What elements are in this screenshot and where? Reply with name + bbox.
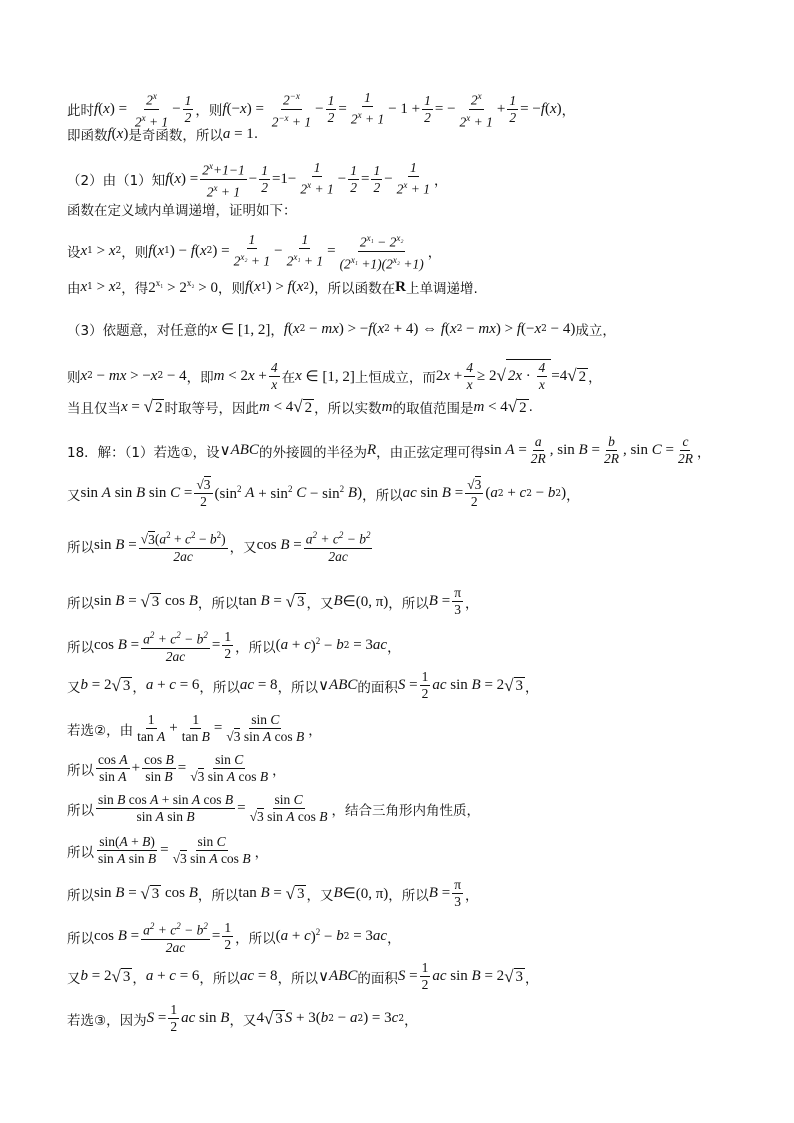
fraction: $\frac{2^x+1-1}{2^x + 1}$ xyxy=(200,158,246,200)
text: ，所以 xyxy=(199,679,240,696)
text: （2）由（1）知 xyxy=(67,173,166,189)
fraction: $\frac{1}{2}$ xyxy=(184,92,192,125)
text: 所以 xyxy=(67,844,94,861)
text: ，所以 xyxy=(277,679,319,696)
line-15: 又 b = 2 √ 3 ， a + c = 6 ，所以 ac = 8 ，所以 ∨ ABC 的面积 S = $\frac{1}{2}$ ac sin B = 2 √ 3 ， xyxy=(67,669,539,701)
fraction: $\frac{1}{2}$ xyxy=(421,960,429,992)
text: 若选③，因为 xyxy=(67,1012,147,1029)
text: 又 xyxy=(67,487,81,504)
fraction: $\frac{b}{2R}$ xyxy=(603,434,619,466)
text: ，所以 xyxy=(388,595,429,612)
text: 的外接圆的半径为 xyxy=(258,444,367,461)
text: ，所以 xyxy=(235,639,276,656)
fraction: $\frac{a^2 + c^2 - b^2}{2ac}$ xyxy=(304,527,373,565)
text: ，所以 xyxy=(277,970,319,987)
text: ，则 xyxy=(218,281,245,297)
text: ，即 xyxy=(186,370,214,386)
line-16: 若选②，由 $\frac{1}{\text{tan A}}$ + $\frac{1}{\text{tan B}}$ = $\frac{\text{sin C}}{\text{√3 sin A cos B}}$ ， xyxy=(67,712,322,744)
text: ， xyxy=(387,639,401,656)
text: 上单调递增. xyxy=(405,281,478,297)
line-9: 当且仅当 x = √ 2 时取等号，因此 m < 4 √ 2 ，所以实数 m 的取值范围是 m < 4 √ 2 . xyxy=(67,397,533,417)
line-10: 18．解：（1）若选①，设 ∨ ABC 的外接圆的半径为 R ，由正弦定理可得 sin A = $\frac{a}{2R}$ , sin B = $\frac{b}{2R}$ , sin C = $\frac{c}{2R}$ ， xyxy=(67,434,711,466)
line-3: （2）由（1）知 f ( x ) = $\frac{2^x+1-1}{2^x + 1}$ − $\frac{1}{2}$ =1− $\frac{1}{2^x + 1}$ − $\frac{1}{2}$ = $\frac{1}{2}$ − $\frac{1}{2^x + 1}$ ， xyxy=(67,158,754,200)
line-2: 即函数 f ( x ) 是奇函数，所以 a = 1 . xyxy=(67,125,259,144)
fraction: $\frac{a^2 + c^2 - b^2}{2ac}$ xyxy=(141,918,210,956)
fraction: $\frac{a^2 + c^2 - b^2}{2ac}$ xyxy=(141,627,210,665)
fraction: $\frac{√3}{2}$ xyxy=(196,477,211,509)
fraction: $\frac{√3}{2}$ xyxy=(467,477,482,509)
text: ， xyxy=(561,103,576,119)
line-19: 所以 $\frac{\sin(A + B)}{\text{sin A sin B}}$ = $\frac{\text{sin C}}{\text{√3 sin A cos B}}$ ， xyxy=(67,834,269,866)
fraction: $\frac{\text{sin C}}{\text{√3 sin A cos B}}$ xyxy=(226,712,305,744)
text: 所以 xyxy=(67,887,94,904)
fraction: $\frac{\text{sin C}}{\text{√3 sin A cos B}}$ xyxy=(190,752,269,784)
text: 当且仅当 xyxy=(67,401,121,417)
text: ， xyxy=(270,323,284,339)
fraction: $\frac{2^x}{2^x + 1}$ xyxy=(133,88,170,130)
text: 所以 xyxy=(67,539,94,556)
fraction: $\frac{\pi}{3}$ xyxy=(454,877,462,909)
line-14: 所以 cos B = $\frac{a^2 + c^2 - b^2}{2ac}$ = $\frac{1}{2}$ ，所以 ( a + c )$^2$ − b 2 = 3 ac ， xyxy=(67,627,754,665)
text: ，所以 xyxy=(199,970,240,987)
text: ，则 xyxy=(195,103,223,119)
text: 则 xyxy=(67,370,81,386)
text: . xyxy=(528,399,533,415)
text: ，又 xyxy=(229,539,257,556)
text: 设 xyxy=(67,245,81,261)
text: 此时 xyxy=(67,103,94,119)
text: ，所以 xyxy=(197,595,239,612)
fraction: $\frac{\text{sin B cos A + sin A cos B}}{\text{sin A sin B}}$ xyxy=(98,792,234,824)
text: ， xyxy=(404,1012,418,1029)
text: ， xyxy=(427,245,442,261)
text: 的面积 xyxy=(357,679,398,696)
text: ，所以实数 xyxy=(314,401,382,417)
text: 的面积 xyxy=(357,970,398,987)
fraction: $\frac{√3(a^2 + c^2 - b^2)}{2ac}$ xyxy=(139,527,228,565)
text: ，又 xyxy=(229,1012,257,1029)
fraction: $\frac{1}{\text{tan B}}$ xyxy=(181,712,210,744)
fraction: $\frac{2^x}{2^x + 1}$ xyxy=(458,88,495,130)
fraction: $\frac{\text{cos B}}{\text{sin B}}$ xyxy=(144,752,174,784)
fraction: $\frac{1}{2}$ xyxy=(509,92,517,125)
text: ，所以函数在 xyxy=(314,281,396,297)
line-8: 则 x 2 − mx > − x 2 − 4 ，即 m < 2 x + $\frac{4}{x}$ 在 x ∈ [1, 2] 上恒成立，而 2 x + $\frac{4}{x}$ ≥ 2 √ 2x · $\frac{4}{x}$ =4 √ 2 ， xyxy=(67,359,602,392)
text: ，所以 xyxy=(235,930,276,947)
formula: f xyxy=(94,100,99,117)
text: （3）依题意，对任意的 xyxy=(67,323,211,339)
text: 由 xyxy=(67,281,81,297)
text: ， xyxy=(525,679,539,696)
line-20: 所以 sin B = √ 3 cos B ，所以 tan B = √ 3 ，又 B ∈(0, π) ，所以 B = $\frac{\pi}{3}$ ， xyxy=(67,877,479,909)
text: ，由正弦定理可得 xyxy=(376,444,485,461)
text: 成立， xyxy=(575,323,616,339)
text: ，所以 xyxy=(388,887,429,904)
line-4 xyxy=(67,199,754,219)
text: 上恒成立，而 xyxy=(354,370,436,386)
fraction: $\frac{1}{2^{x_1} + 1}$ xyxy=(286,232,324,269)
line-17: 所以 $\frac{\text{cos A}}{\text{sin A}}$ + $\frac{\text{cos B}}{\text{sin B}}$ = $\frac{\text{sin C}}{\text{√3 sin A cos B}}$ ， xyxy=(67,752,286,784)
text: ， xyxy=(588,370,602,386)
fraction: $\frac{1}{2}$ xyxy=(424,92,431,125)
text: 所以 xyxy=(67,930,94,947)
fraction: $\frac{1}{2^x + 1}$ xyxy=(396,160,431,197)
text: R xyxy=(395,278,406,295)
text: 18．解：（1）若选①，设 xyxy=(67,444,220,461)
line-1: 此时 f ( x ) = $\frac{2^x}{2^x + 1}$ − $\frac{1}{2}$ ，则 f (− x ) = $\frac{2^{-x}}{2^{-x} + 1}$ − $\frac{1}{2}$ = $\frac{1}{2^x + 1}$ − 1 + $\frac{1}{2}$ = − $\frac{2^x}{2^x + 1}$ + $\frac{1}{2}$ = − f ( x ) ， xyxy=(67,88,754,130)
fraction: $\frac{1}{\text{tan A}}$ xyxy=(137,712,166,744)
fraction: $\frac{1}{2}$ xyxy=(224,920,232,953)
text: 又 xyxy=(67,679,81,696)
fraction: $\frac{c}{2R}$ xyxy=(677,434,693,466)
text: 函数在定义域内单调递增，证明如下： xyxy=(67,203,297,219)
text: ，则 xyxy=(121,245,149,261)
text: ， xyxy=(132,970,146,987)
line-23: 若选③，因为 S = $\frac{1}{2}$ ac sin B ，又 4 √ 3 S + 3( b 2 − a 2 ) = 3 c 2 ， xyxy=(67,1002,418,1034)
text: ，又 xyxy=(306,887,334,904)
line-18: 所以 $\frac{\text{sin B cos A + sin A cos B}}{\text{sin A sin B}}$ = $\frac{\text{sin C}}{\text{√3 sin A cos B}}$ ，结合三角形内角性质， xyxy=(67,792,481,824)
text: ， xyxy=(465,595,479,612)
text: 所以 xyxy=(67,595,94,612)
text: 是奇函数，所以 xyxy=(128,128,223,144)
text: ， xyxy=(387,930,401,947)
line-12: 所以 sin B = $\frac{√3(a^2 + c^2 - b^2)}{2ac}$ ，又 cos B = $\frac{a^2 + c^2 - b^2}{2ac}$ xyxy=(67,527,754,565)
text: ，所以 xyxy=(362,487,403,504)
text: 又 xyxy=(67,970,81,987)
text: 所以 xyxy=(67,802,94,819)
fraction: $\frac{1}{2^x + 1}$ xyxy=(300,160,334,197)
text: ，得 xyxy=(121,281,149,297)
text: ， xyxy=(132,679,146,696)
fraction: $\frac{4}{x}$ xyxy=(466,359,473,392)
text: ， xyxy=(525,970,539,987)
fraction: $\frac{1}{2}$ xyxy=(327,92,335,125)
fraction: $\frac{2^{-x}}{2^{-x} + 1}$ xyxy=(270,88,313,130)
text: . xyxy=(253,126,259,142)
fraction: $\frac{\text{sin C}}{\text{√3 sin A cos B}}$ xyxy=(249,792,328,824)
fraction: $\frac{1}{2^{x_2} + 1}$ xyxy=(233,232,271,269)
text: 所以 xyxy=(67,639,94,656)
fraction: $\frac{\sin(A + B)}{\text{sin A sin B}}$ xyxy=(98,834,157,866)
fraction: $\frac{1}{2}$ xyxy=(224,629,232,662)
fraction: $\frac{4}{x}$ xyxy=(270,359,278,392)
fraction: $\frac{1}{2}$ xyxy=(373,162,381,195)
text: 时取等号，因此 xyxy=(164,401,259,417)
text: ，又 xyxy=(306,595,334,612)
text: 若选②，由 xyxy=(67,722,134,739)
text: 所以 xyxy=(67,762,94,779)
line-7: （3）依题意，对任意的 x ∈ [1, 2] ， f ( x 2 − mx ) > − f ( x 2 + 4) ⇔ f ( x 2 − mx ) > f (− x 2 − 4) 成立， xyxy=(67,320,616,339)
text: ，结合三角形内角性质， xyxy=(331,802,481,819)
text: ，所以 xyxy=(197,887,239,904)
text: ， xyxy=(434,173,448,189)
line-5: 设 x 1 > x 2 ，则 f ( x 1 ) − f ( x 2 ) = $\frac{1}{2^{x_2} + 1}$ − $\frac{1}{2^{x_1} + 1}$ = $\frac{2^{x_1} - 2^{x_2}}{(2^{x_1} +1)(2^{x_2} +1)}$ ， xyxy=(67,230,754,272)
text: ， xyxy=(272,762,286,779)
text: 在 xyxy=(281,370,296,386)
text: ， xyxy=(465,887,479,904)
line-11: 又 sin A sin B sin C = $\frac{√3}{2}$ ($\sin^2$ A + $\sin^2$ C − $\sin^2$ B ) ，所以 ac sin B = $\frac{√3}{2}$ ( a 2 + c 2 − b 2 ) ， xyxy=(67,477,580,509)
fraction: $\frac{\text{cos A}}{\text{sin A}}$ xyxy=(98,752,128,784)
fraction: $\frac{4}{x}$ xyxy=(538,360,546,392)
fraction: $\frac{\pi}{3}$ xyxy=(454,585,462,617)
text: ， xyxy=(254,844,269,861)
line-13: 所以 sin B = √ 3 cos B ，所以 tan B = √ 3 ，又 B ∈(0, π) ，所以 B = $\frac{\pi}{3}$ ， xyxy=(67,585,479,617)
fraction: $\frac{\text{sin C}}{\text{√3 sin A cos B}}$ xyxy=(172,834,251,866)
line-21: 所以 cos B = $\frac{a^2 + c^2 - b^2}{2ac}$ = $\frac{1}{2}$ ，所以 ( a + c )$^2$ − b 2 = 3 ac ， xyxy=(67,918,754,956)
text: ， xyxy=(566,487,580,504)
fraction: $\frac{1}{2}$ xyxy=(421,669,429,701)
fraction: $\frac{1}{2}$ xyxy=(350,162,357,195)
fraction: $\frac{1}{2}$ xyxy=(170,1002,178,1034)
line-22: 又 b = 2 √ 3 ， a + c = 6 ，所以 ac = 8 ，所以 ∨ ABC 的面积 S = $\frac{1}{2}$ ac sin B = 2 √ 3 ， xyxy=(67,960,539,992)
fraction: $\frac{a}{2R}$ xyxy=(530,434,546,466)
text: 即函数 xyxy=(67,128,108,144)
text: ， xyxy=(308,722,322,739)
line-6: 由 x 1 > x 2 ，得 $2^{x_1} > 2^{x_2} > 0$ ，则 f ( x 1 ) > f ( x 2 ) ，所以函数在 R 上单调递增. xyxy=(67,277,478,297)
fraction: $\frac{2^{x_1} - 2^{x_2}}{(2^{x_1} +1)(2^{x_2} +1)}$ xyxy=(338,230,426,272)
text: 的取值范围是 xyxy=(392,401,474,417)
fraction: $\frac{1}{2}$ xyxy=(261,162,268,195)
fraction: $\frac{1}{2^x + 1}$ xyxy=(350,90,385,127)
